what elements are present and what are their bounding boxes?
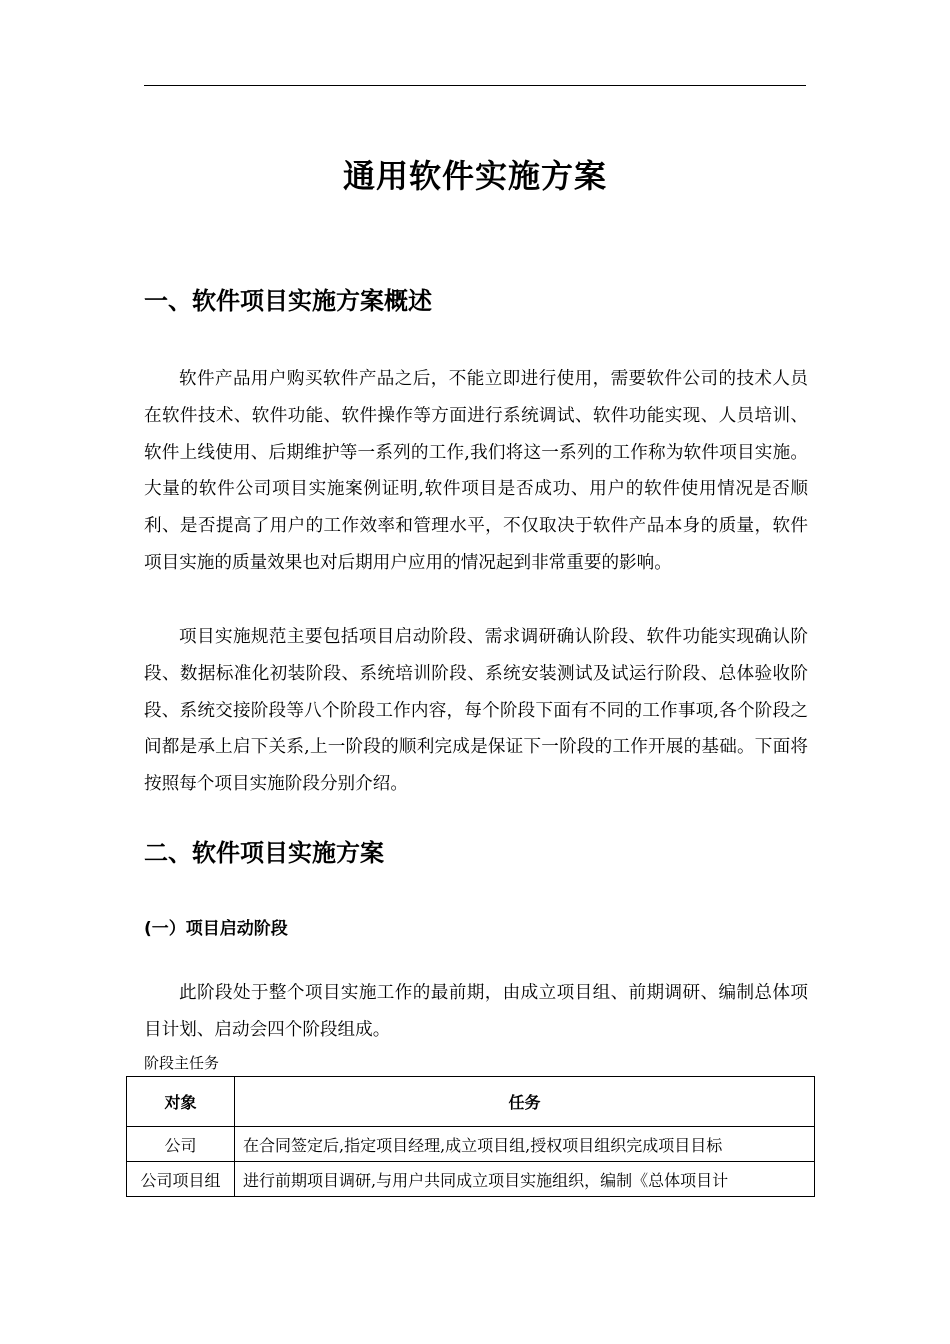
section-heading-overview: 一、软件项目实施方案概述 <box>144 287 432 315</box>
table-cell-task: 在合同签定后,指定项目经理,成立项目组,授权项目组织完成项目目标 <box>235 1127 815 1162</box>
overview-paragraph-2: 项目实施规范主要包括项目启动阶段、需求调研确认阶段、软件功能实现确认阶段、数据标准化初装阶段、系统培训阶段、系统安装测试及试运行阶段、总体验收阶段、系统交接阶段等八个阶段工作内容，每个阶段下面有不同的工作事项,各个阶段之间都是承上启下关系,上一阶段的顺利完成是保证下一阶段的工作开展的基础。下面将按照每个项目实施阶段分别介绍。 <box>144 627 808 795</box>
table-cell-task: 进行前期项目调研,与用户共同成立项目实施组织，编制《总体项目计 <box>235 1162 815 1197</box>
table-header-row <box>127 1077 815 1127</box>
subsection-heading-startup: (一）项目启动阶段 <box>144 919 288 939</box>
header-rule <box>144 85 806 86</box>
table-caption: 阶段主任务 <box>144 1054 220 1072</box>
startup-paragraph: 此阶段处于整个项目实施工作的最前期，由成立项目组、前期调研、编制总体项目计划、启动会四个阶段组成。 <box>144 983 808 1040</box>
table-row <box>127 1127 815 1162</box>
column-header-task: 任务 <box>235 1077 815 1127</box>
section-heading-plan: 二、软件项目实施方案 <box>144 839 384 867</box>
table-cell-object: 公司 <box>127 1127 235 1162</box>
overview-paragraph-1: 软件产品用户购买软件产品之后，不能立即进行使用，需要软件公司的技术人员在软件技术、软件功能、软件操作等方面进行系统调试、软件功能实现、人员培训、软件上线使用、后期维护等一系列的工作,我们将这一系列的工作称为软件项目实施。大量的软件公司项目实施案例证明,软件项目是否成功、用户的软件使用情况是否顺利、是否提高了用户的工作效率和管理水平，不仅取决于软件产品本身的质量，软件项目实施的质量效果也对后期用户应用的情况起到非常重要的影响。 <box>144 369 808 573</box>
table-cell-object: 公司项目组 <box>127 1162 235 1197</box>
document-title: 通用软件实施方案 <box>342 157 607 195</box>
column-header-object: 对象 <box>127 1077 235 1127</box>
table-row <box>127 1162 815 1197</box>
stage-task-table <box>126 1076 815 1197</box>
